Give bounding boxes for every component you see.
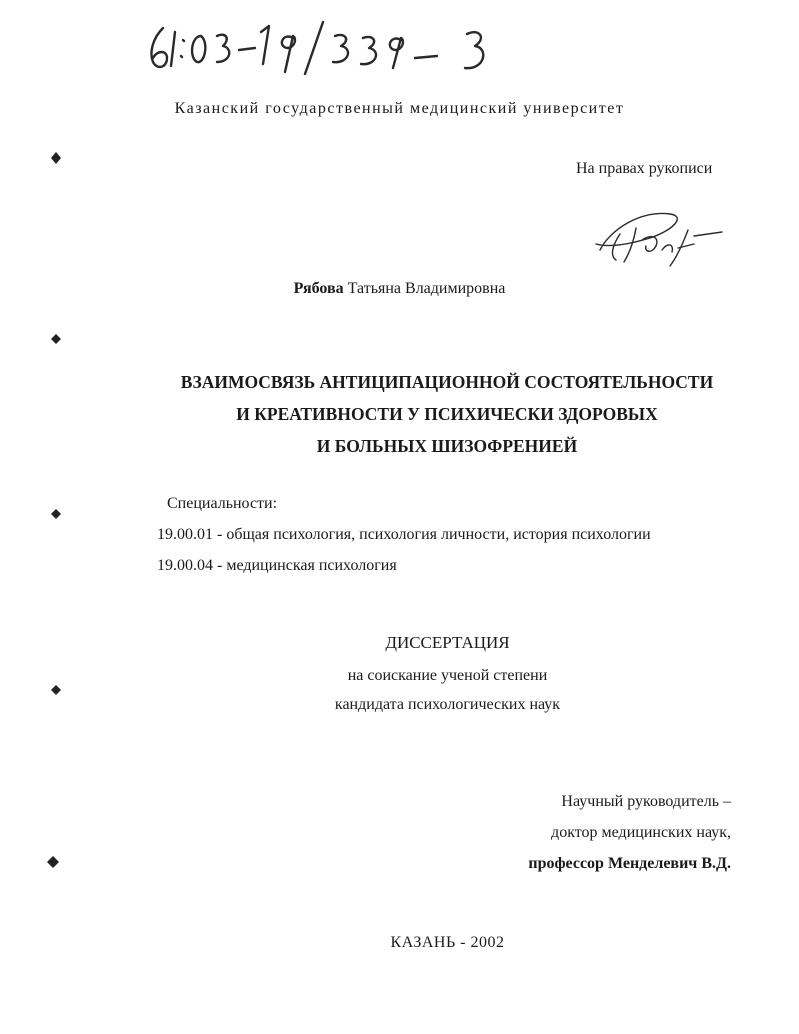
specialty-item: 19.00.04 - медицинская психология <box>157 557 397 574</box>
degree-line-1: на соискание ученой степени <box>347 667 548 684</box>
scan-mark <box>51 152 61 164</box>
signature-strokes <box>590 200 730 275</box>
supervisor-name: профессор Менделевич В.Д. <box>528 855 731 872</box>
manuscript-rights-note: На правах рукописи <box>576 160 713 177</box>
scan-mark <box>47 856 59 868</box>
author-given-names: Татьяна Владимировна <box>347 280 506 297</box>
author-surname: Рябова <box>293 280 344 297</box>
scan-mark <box>51 334 61 344</box>
specialties-block <box>157 488 651 581</box>
university-name: Казанский государственный медицинский университет <box>174 100 625 117</box>
signature <box>590 200 730 275</box>
archive-number-glyphs <box>145 18 525 80</box>
supervisor-rank: доктор медицинских наук, <box>551 824 731 841</box>
dissertation-title <box>0 366 799 462</box>
scan-mark <box>51 509 61 519</box>
supervisor-role: Научный руководитель – <box>561 793 731 810</box>
scan-mark <box>51 685 61 695</box>
supervisor-block <box>528 786 731 879</box>
specialty-item: 19.00.01 - общая психология, психология личности, история психологии <box>157 526 651 543</box>
archive-number-handwritten <box>145 18 525 80</box>
specialties-label: Специальности: <box>167 495 278 512</box>
title-line: И БОЛЬНЫХ ШИЗОФРЕНИЕЙ <box>316 436 578 456</box>
degree-line-2: кандидата психологических наук <box>334 696 561 713</box>
title-line: И КРЕАТИВНОСТИ У ПСИХИЧЕСКИ ЗДОРОВЫХ <box>236 404 658 424</box>
dissertation-type: ДИССЕРТАЦИЯ <box>385 633 510 652</box>
city-year: КАЗАНЬ - 2002 <box>390 934 505 951</box>
title-line: ВЗАИМОСВЯЗЬ АНТИЦИПАЦИОННОЙ СОСТОЯТЕЛЬНОСТИ <box>180 372 714 392</box>
author-name <box>0 280 799 298</box>
